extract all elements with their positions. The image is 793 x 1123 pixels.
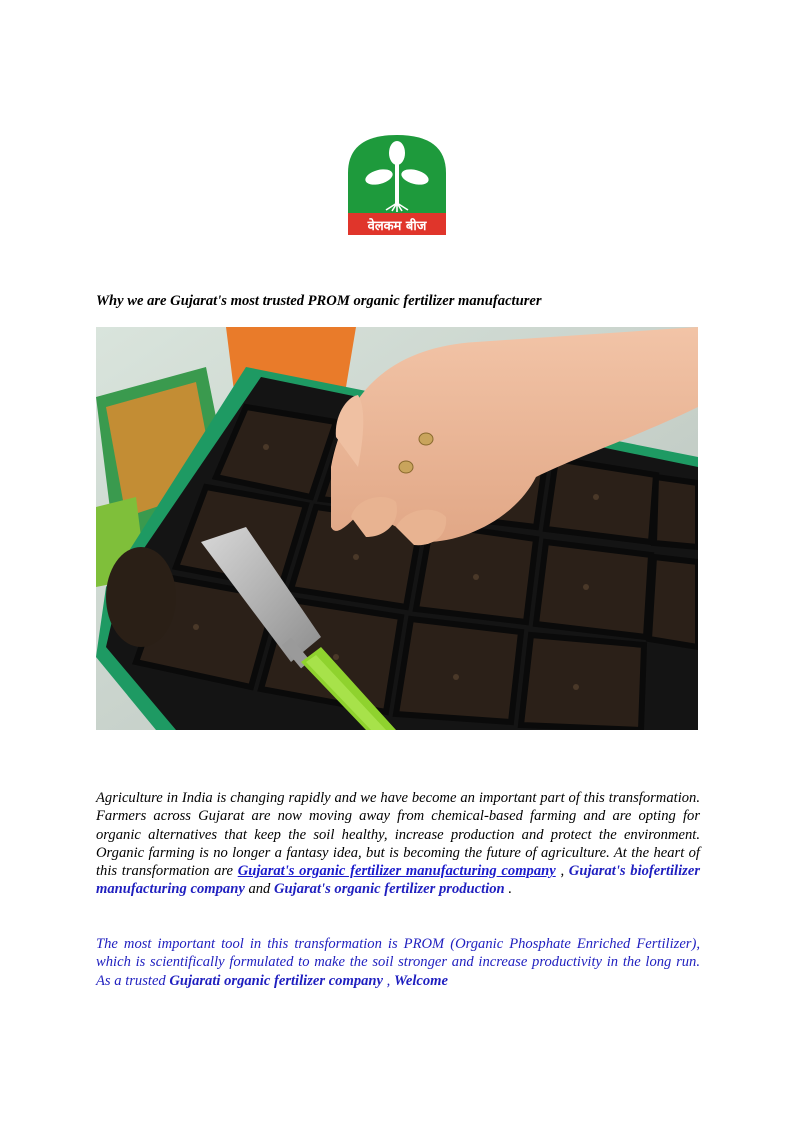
- intro-paragraph: [96, 789, 700, 899]
- fertilizer-production-text: Gujarat's organic fertilizer production: [273, 881, 505, 898]
- intro-text: Agriculture in India is changing rapidly and we have become an important part of this transformation. Farmers across Gujarat are now moving away from chemical-based farming and are opting for organic alternatives that keep the soil healthy, increase production and protect the environment. Organic farming is no longer a fantasy idea, but is becoming the future of agriculture. At the heart of this transformation are: [96, 790, 700, 880]
- sentence-end: .: [504, 881, 512, 898]
- welcome-text: Welcome: [393, 972, 448, 989]
- logo-caption: वेलकम बीज: [367, 219, 427, 234]
- organic-fertilizer-company-link[interactable]: Gujarat's organic fertilizer manufacturing company: [237, 863, 556, 880]
- separator: ,: [555, 863, 569, 880]
- prom-text: The most important tool in this transformation is PROM (Organic Phosphate Enriched Fertilizer), which is scientifically formulated to make the soil stronger and increase productivity in the long run. As a trusted: [96, 936, 700, 989]
- seedling-tray-photo: [96, 327, 698, 730]
- prom-paragraph: [96, 935, 700, 990]
- page-heading: Why we are Gujarat's most trusted PROM organic fertilizer manufacturer: [96, 293, 542, 309]
- gujarati-company-text: Gujarati organic fertilizer company: [169, 972, 384, 989]
- company-logo: [346, 133, 448, 235]
- biofertilizer-company-text: Gujarat's biofertilizer manufacturing company: [96, 863, 700, 898]
- separator: ,: [383, 972, 394, 989]
- separator: and: [244, 881, 274, 898]
